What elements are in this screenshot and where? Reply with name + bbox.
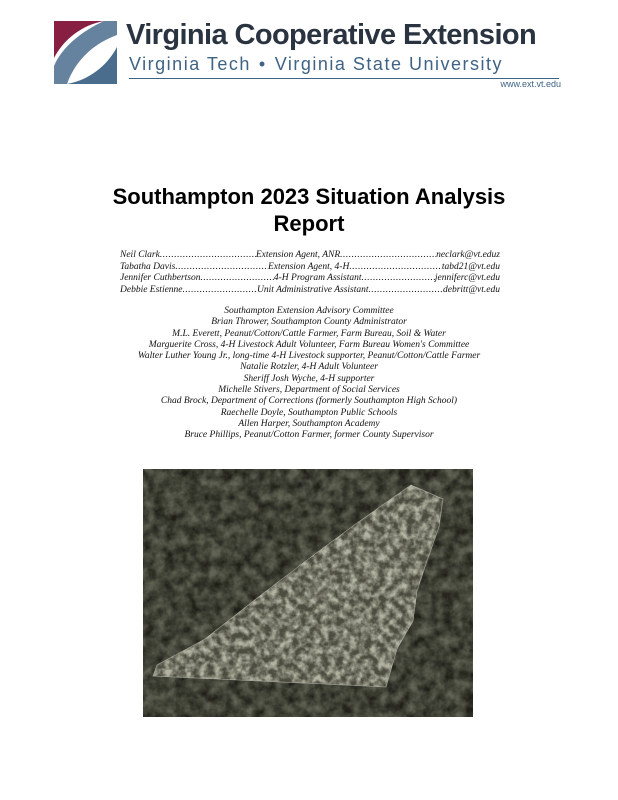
- dot-leader: [349, 262, 442, 274]
- dot-leader: [340, 250, 436, 262]
- staff-email: tabd21@vt.edu: [441, 261, 500, 272]
- report-title-line-2: Report: [273, 211, 345, 236]
- dot-leader: [175, 262, 268, 274]
- committee-member: Bruce Phillips, Peanut/Cotton Farmer, former County Supervisor: [184, 430, 434, 441]
- staff-role: Extension Agent, 4-H: [267, 261, 350, 272]
- advisory-committee: [0, 306, 618, 442]
- dot-leader: [160, 250, 256, 262]
- staff-row: [120, 285, 500, 297]
- committee-member: Raechelle Doyle, Southampton Public Schools: [220, 407, 398, 418]
- vce-logo-mark-icon: [54, 21, 117, 84]
- staff-role: 4-H Program Assistant: [273, 273, 362, 283]
- report-title-line-1: Southampton 2023 Situation Analysis: [112, 184, 506, 209]
- report-title: [0, 183, 618, 237]
- separator-dot: •: [258, 54, 267, 74]
- committee-member: Chad Brock, Department of Corrections (formerly Southampton High School): [160, 396, 458, 407]
- staff-row: [120, 262, 500, 274]
- committee-member: Brian Thrower, Southampton County Administrator: [211, 317, 407, 328]
- dot-leader: [200, 273, 273, 285]
- committee-heading: Southampton Extension Advisory Committee: [224, 306, 394, 316]
- committee-member: Sheriff Josh Wyche, 4-H supporter: [243, 373, 375, 384]
- brand-divider: [129, 78, 559, 79]
- committee-member: Allen Harper, Southampton Academy: [238, 418, 380, 429]
- committee-member: M.L. Everett, Peanut/Cotton/Cattle Farmer, Farm Bureau, Soil & Water: [172, 328, 446, 339]
- staff-role: Extension Agent, ANR: [255, 250, 341, 260]
- brand-url: www.ext.vt.edu: [500, 79, 561, 89]
- vce-logo-header: [54, 18, 564, 88]
- committee-member: Michelle Stivers, Department of Social Services: [218, 385, 400, 396]
- committee-member: Natalie Rotzler, 4-H Adult Volunteer: [240, 362, 378, 373]
- staff-email: jenniferc@vt.edu: [434, 273, 500, 283]
- staff-name: Jennifer Cuthbertson: [120, 273, 201, 283]
- staff-directory: [120, 250, 500, 296]
- dot-leader: [362, 273, 435, 285]
- committee-member: Walter Luther Young Jr., long-time 4-H Livestock supporter, Peanut/Cotton/Cattle Farmer: [137, 351, 481, 362]
- committee-member: Marguerite Cross, 4-H Livestock Adult Volunteer, Farm Bureau Women's Committee: [148, 339, 470, 350]
- university-vt: Virginia Tech: [129, 54, 251, 74]
- staff-email: neclark@vt.eduz: [436, 250, 500, 260]
- brand-name: Virginia Cooperative Extension: [126, 19, 537, 51]
- staff-row: [120, 250, 500, 262]
- county-satellite-map: [143, 469, 473, 717]
- staff-name: Neil Clark: [120, 250, 160, 260]
- satellite-map-image: [143, 469, 473, 717]
- staff-row: [120, 273, 500, 285]
- staff-name: Debbie Estienne: [120, 284, 183, 295]
- staff-role: Unit Administrative Assistant: [256, 284, 369, 295]
- dot-leader: [369, 285, 443, 297]
- dot-leader: [183, 285, 257, 297]
- staff-email: debritt@vt.edu: [442, 284, 501, 295]
- staff-name: Tabatha Davis: [120, 261, 176, 272]
- brand-universities: [129, 54, 503, 75]
- university-vsu: Virginia State University: [274, 54, 503, 74]
